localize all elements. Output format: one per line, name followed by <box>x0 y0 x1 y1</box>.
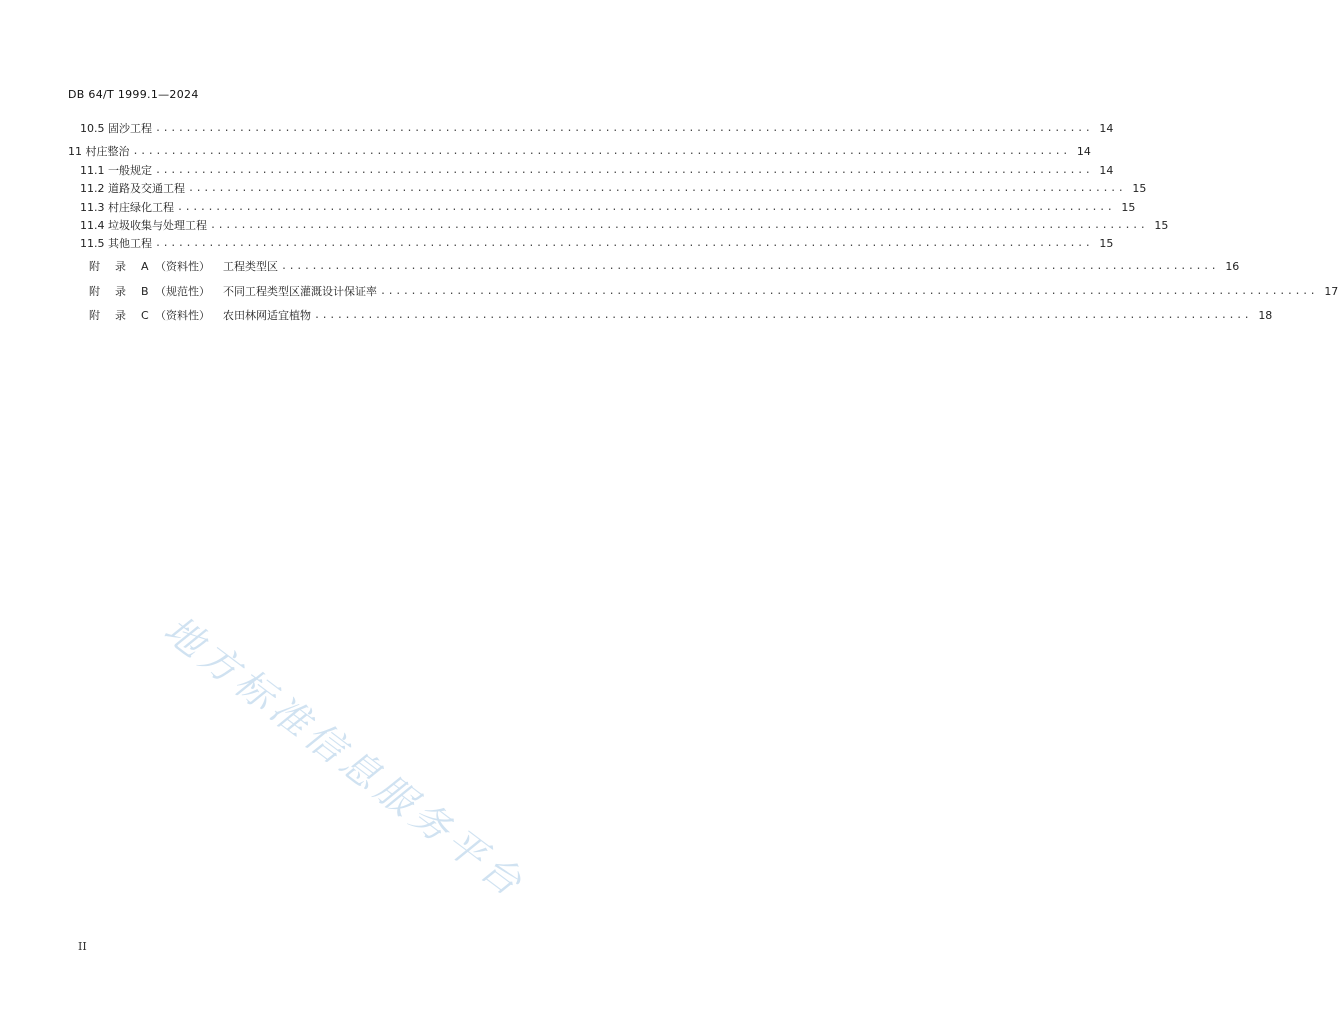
toc-leader-dots: ........................................................................................................................... <box>132 145 1070 157</box>
toc-entry-page: 15 <box>1121 200 1136 214</box>
appendix-title: 农田林网适宜植物 <box>222 309 311 322</box>
appendix-letter: C <box>140 309 149 322</box>
watermark: 地方标准信息服务平台 <box>156 607 534 908</box>
appendix-kind: （资料性） <box>154 260 210 273</box>
toc-appendix-entry[interactable] <box>0 307 1273 323</box>
toc-leader-dots: ........................................................................................................................... <box>280 260 1219 272</box>
appendix-letter: B <box>140 285 149 298</box>
appendix-title: 工程类型区 <box>222 260 278 273</box>
toc-entry-label: 11.3 村庄绿化工程 <box>80 201 174 214</box>
toc-entry-label: 11.2 道路及交通工程 <box>80 182 185 195</box>
toc-leader-dots: ........................................................................................................................... <box>313 309 1252 321</box>
appendix-letter: A <box>140 260 149 273</box>
toc-leader-dots: ........................................................................................................................... <box>155 122 1093 134</box>
appendix-heading <box>68 294 311 336</box>
toc-leader-dots: ........................................................................................................................... <box>379 285 1318 297</box>
toc-entry-label: 11.4 垃圾收集与处理工程 <box>80 219 207 232</box>
appendix-prefix: 附 <box>88 309 100 322</box>
appendix-prefix: 附 <box>88 260 100 273</box>
appendix-kind: （资料性） <box>154 309 210 322</box>
toc-leader-dots: ........................................................................................................................... <box>177 201 1115 213</box>
toc-entry-page: 15 <box>1132 181 1147 195</box>
toc-entry[interactable] <box>0 120 1114 136</box>
toc-entry-page: 14 <box>1099 163 1114 177</box>
toc-entry-label: 10.5 固沙工程 <box>80 122 152 135</box>
toc-leader-dots: ........................................................................................................................... <box>210 219 1148 231</box>
toc-entry-page: 14 <box>1099 121 1114 135</box>
toc-entry-label: 11 村庄整治 <box>68 145 130 158</box>
toc-entry-page: 15 <box>1154 218 1169 232</box>
appendix-prefix2: 录 <box>114 260 126 273</box>
toc-entry-page: 18 <box>1258 308 1273 322</box>
page-number: II <box>78 940 87 953</box>
toc-entry-page: 14 <box>1076 144 1091 158</box>
document-code: DB 64/T 1999.1—2024 <box>68 88 199 101</box>
appendix-kind: （规范性） <box>154 285 210 298</box>
toc-entry[interactable] <box>0 199 1136 215</box>
toc-entry[interactable] <box>0 162 1114 178</box>
appendix-prefix2: 录 <box>114 309 126 322</box>
toc-entry[interactable] <box>0 217 1169 233</box>
toc-leader-dots: ........................................................................................................................... <box>188 182 1126 194</box>
toc-entry-label: 11.1 一般规定 <box>80 164 152 177</box>
toc-entry-page: 17 <box>1324 284 1338 298</box>
appendix-prefix: 附 <box>88 285 100 298</box>
table-of-contents <box>0 0 1338 400</box>
appendix-prefix2: 录 <box>114 285 126 298</box>
toc-entry-page: 16 <box>1225 259 1240 273</box>
toc-leader-dots: ........................................................................................................................... <box>155 164 1093 176</box>
toc-entry[interactable] <box>0 180 1147 196</box>
toc-entry-label: 11.5 其他工程 <box>80 237 152 250</box>
appendix-title: 不同工程类型区灌溉设计保证率 <box>222 285 377 298</box>
toc-entry[interactable] <box>0 143 1091 159</box>
toc-leader-dots: ........................................................................................................................... <box>155 237 1093 249</box>
toc-entry-page: 15 <box>1099 236 1114 250</box>
